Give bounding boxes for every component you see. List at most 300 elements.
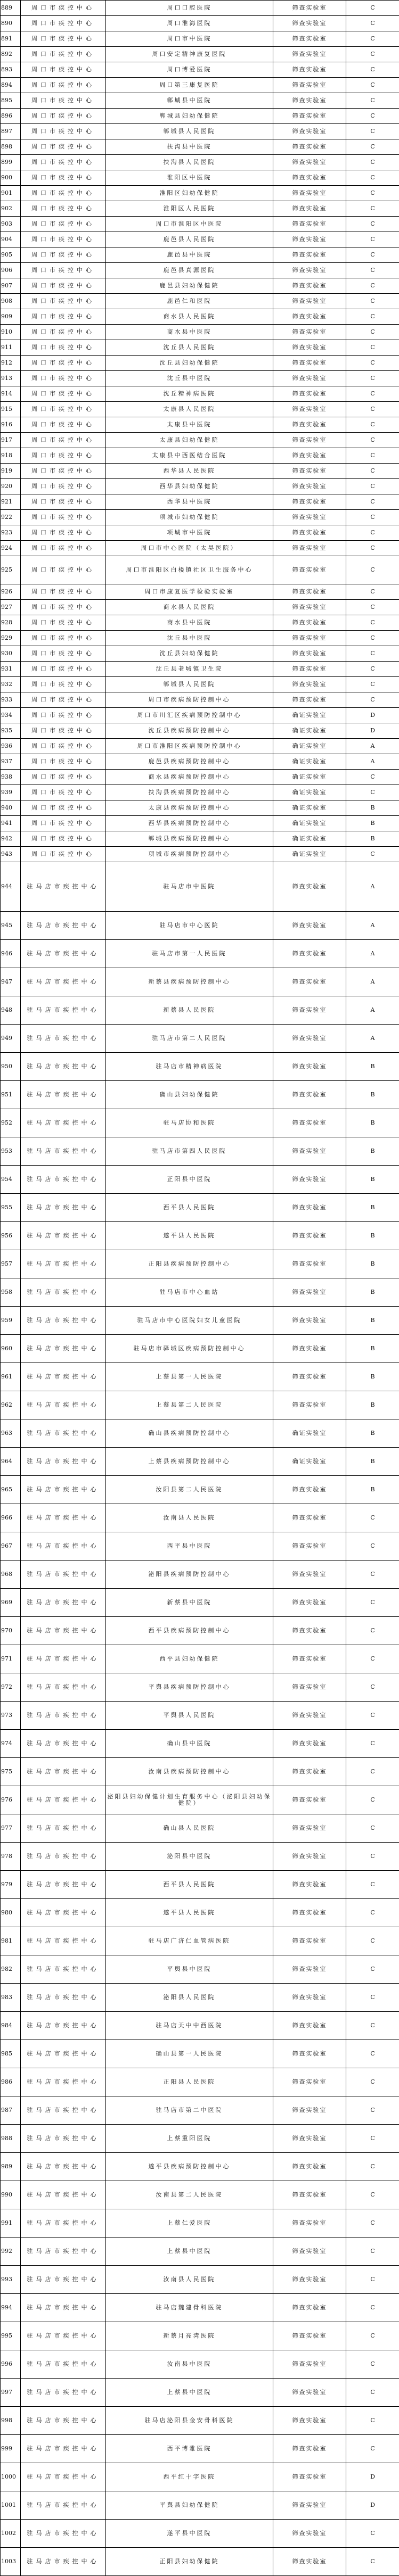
table-row xyxy=(1,2435,399,2463)
row-number-cell: 988 xyxy=(1,2125,21,2153)
lab-type-cell: 筛查实验室 xyxy=(273,584,346,600)
table-row xyxy=(1,1504,399,1532)
unit-name-cell: 汝南县中医院 xyxy=(106,2350,273,2379)
grade-cell: C xyxy=(346,2153,399,2181)
lab-type-cell: 筛查实验室 xyxy=(273,525,346,541)
row-number-cell: 985 xyxy=(1,2040,21,2068)
unit-name-cell: 淮阳区中医院 xyxy=(106,170,273,186)
lab-type-cell: 筛查实验室 xyxy=(273,78,346,93)
district-cell: 驻马店市疾控中心 xyxy=(21,1532,106,1561)
table-row xyxy=(1,371,399,386)
row-number-cell: 977 xyxy=(1,1814,21,1843)
district-cell: 驻马店市疾控中心 xyxy=(21,1843,106,1871)
lab-type-cell: 筛查实验室 xyxy=(273,2153,346,2181)
district-cell: 周口市疾控中心 xyxy=(21,847,106,862)
table-row xyxy=(1,1335,399,1363)
grade-cell: C xyxy=(346,1758,399,1786)
unit-name-cell: 郸城县妇幼保健院 xyxy=(106,109,273,124)
row-number-cell: 910 xyxy=(1,325,21,340)
row-number-cell: 993 xyxy=(1,2266,21,2294)
table-row xyxy=(1,1955,399,1984)
district-cell: 驻马店市疾控中心 xyxy=(21,2379,106,2407)
unit-name-cell: 上蔡仁爱医院 xyxy=(106,2209,273,2238)
unit-name-cell: 驻马店市驿城区疾病预防控制中心 xyxy=(106,1335,273,1363)
grade-cell: B xyxy=(346,1307,399,1335)
table-row xyxy=(1,754,399,770)
unit-name-cell: 扶沟县人民医院 xyxy=(106,155,273,170)
district-cell: 周口市疾控中心 xyxy=(21,124,106,139)
table-row xyxy=(1,1589,399,1617)
unit-name-cell: 西华县疾病预防控制中心 xyxy=(106,816,273,831)
district-cell: 驻马店市疾控中心 xyxy=(21,2350,106,2379)
row-number-cell: 946 xyxy=(1,940,21,968)
lab-type-cell: 筛查实验室 xyxy=(273,464,346,479)
district-cell: 周口市疾控中心 xyxy=(21,510,106,525)
district-cell: 驻马店市疾控中心 xyxy=(21,1250,106,1278)
grade-cell: C xyxy=(346,847,399,862)
lab-type-cell: 筛查实验室 xyxy=(273,294,346,309)
unit-name-cell: 周口市淮阳区白楼镇社区卫生服务中心 xyxy=(106,556,273,584)
lab-type-cell: 筛查实验室 xyxy=(273,386,346,402)
grade-cell: B xyxy=(346,1335,399,1363)
row-number-cell: 953 xyxy=(1,1137,21,1166)
lab-type-cell: 筛查实验室 xyxy=(273,62,346,78)
row-number-cell: 940 xyxy=(1,800,21,816)
unit-name-cell: 西华县妇幼保健院 xyxy=(106,479,273,494)
unit-name-cell: 淮阳区人民医院 xyxy=(106,201,273,217)
row-number-cell: 974 xyxy=(1,1730,21,1758)
row-number-cell: 943 xyxy=(1,847,21,862)
unit-name-cell: 驻马店协和医院 xyxy=(106,1109,273,1137)
table-row xyxy=(1,996,399,1025)
lab-type-cell: 筛查实验室 xyxy=(273,232,346,247)
row-number-cell: 899 xyxy=(1,155,21,170)
grade-cell: B xyxy=(346,1250,399,1278)
grade-cell: C xyxy=(346,494,399,510)
grade-cell: B xyxy=(346,1363,399,1391)
lab-type-cell: 筛查实验室 xyxy=(273,2040,346,2068)
grade-cell: A xyxy=(346,1025,399,1053)
district-cell: 周口市疾控中心 xyxy=(21,402,106,417)
lab-type-cell: 筛查实验室 xyxy=(273,2322,346,2350)
row-number-cell: 935 xyxy=(1,723,21,739)
lab-type-cell: 筛查实验室 xyxy=(273,541,346,556)
district-cell: 周口市疾控中心 xyxy=(21,170,106,186)
lab-type-cell: 筛查实验室 xyxy=(273,2238,346,2266)
lab-type-cell: 筛查实验室 xyxy=(273,433,346,448)
grade-cell: C xyxy=(346,371,399,386)
grade-cell: C xyxy=(346,16,399,31)
row-number-cell: 942 xyxy=(1,831,21,847)
row-number-cell: 956 xyxy=(1,1222,21,1250)
row-number-cell: 944 xyxy=(1,862,21,912)
row-number-cell: 994 xyxy=(1,2294,21,2322)
unit-name-cell: 周口市疾病预防控制中心 xyxy=(106,692,273,708)
grade-cell: C xyxy=(346,124,399,139)
row-number-cell: 938 xyxy=(1,770,21,785)
table-row xyxy=(1,615,399,631)
row-number-cell: 906 xyxy=(1,263,21,278)
grade-cell: C xyxy=(346,615,399,631)
unit-name-cell: 淮阳区妇幼保健院 xyxy=(106,186,273,201)
lab-type-cell: 筛查实验室 xyxy=(273,1984,346,2012)
grade-cell: C xyxy=(346,785,399,800)
district-cell: 驻马店市疾控中心 xyxy=(21,2407,106,2435)
grade-cell: C xyxy=(346,47,399,62)
grade-cell: C xyxy=(346,1814,399,1843)
unit-name-cell: 上蔡重阳医院 xyxy=(106,2125,273,2153)
unit-name-cell: 周口市康复医学检验实验室 xyxy=(106,584,273,600)
grade-cell: C xyxy=(346,600,399,615)
row-number-cell: 915 xyxy=(1,402,21,417)
unit-name-cell: 泌阳县疾病预防控制中心 xyxy=(106,1561,273,1589)
district-cell: 驻马店市疾控中心 xyxy=(21,1899,106,1927)
lab-type-cell: 确证实验室 xyxy=(273,723,346,739)
grade-cell: B xyxy=(346,1194,399,1222)
row-number-cell: 966 xyxy=(1,1504,21,1532)
table-row xyxy=(1,448,399,464)
grade-cell: C xyxy=(346,294,399,309)
district-cell: 周口市疾控中心 xyxy=(21,600,106,615)
row-number-cell: 930 xyxy=(1,646,21,662)
table-row xyxy=(1,912,399,940)
unit-name-cell: 沈丘县老城镇卫生院 xyxy=(106,662,273,677)
unit-name-cell: 驻马店市第二中医院 xyxy=(106,2096,273,2125)
unit-name-cell: 鹿邑县真源医院 xyxy=(106,263,273,278)
grade-cell: C xyxy=(346,2294,399,2322)
district-cell: 周口市疾控中心 xyxy=(21,139,106,155)
grade-cell: B xyxy=(346,1222,399,1250)
table-row xyxy=(1,1391,399,1419)
lab-type-cell: 筛查实验室 xyxy=(273,1786,346,1814)
table-row xyxy=(1,1786,399,1814)
grade-cell: C xyxy=(346,186,399,201)
row-number-cell: 925 xyxy=(1,556,21,584)
unit-name-cell: 周口口腔医院 xyxy=(106,1,273,16)
table-row xyxy=(1,708,399,723)
grade-cell: C xyxy=(346,2520,399,2548)
district-cell: 周口市疾控中心 xyxy=(21,708,106,723)
row-number-cell: 1003 xyxy=(1,2548,21,2576)
table-row xyxy=(1,417,399,433)
district-cell: 驻马店市疾控中心 xyxy=(21,1617,106,1645)
table-row xyxy=(1,2125,399,2153)
unit-name-cell: 扶沟县疾病预防控制中心 xyxy=(106,785,273,800)
lab-type-cell: 筛查实验室 xyxy=(273,2350,346,2379)
unit-name-cell: 沈丘县疾病预防控制中心 xyxy=(106,723,273,739)
row-number-cell: 937 xyxy=(1,754,21,770)
district-cell: 驻马店市疾控中心 xyxy=(21,1081,106,1109)
table-row xyxy=(1,433,399,448)
table-row xyxy=(1,386,399,402)
district-cell: 驻马店市疾控中心 xyxy=(21,1307,106,1335)
district-cell: 周口市疾控中心 xyxy=(21,584,106,600)
row-number-cell: 904 xyxy=(1,232,21,247)
row-number-cell: 995 xyxy=(1,2322,21,2350)
lab-type-cell: 筛查实验室 xyxy=(273,1476,346,1504)
lab-type-cell: 筛查实验室 xyxy=(273,1532,346,1561)
district-cell: 周口市疾控中心 xyxy=(21,754,106,770)
table-row xyxy=(1,31,399,47)
grade-cell: C xyxy=(346,2068,399,2096)
district-cell: 驻马店市疾控中心 xyxy=(21,1137,106,1166)
grade-cell: C xyxy=(346,1730,399,1758)
grade-cell: B xyxy=(346,1109,399,1137)
district-cell: 周口市疾控中心 xyxy=(21,800,106,816)
unit-name-cell: 确山县疾病预防控制中心 xyxy=(106,1419,273,1448)
district-cell: 驻马店市疾控中心 xyxy=(21,1561,106,1589)
table-row xyxy=(1,1166,399,1194)
unit-name-cell: 太康县人民医院 xyxy=(106,402,273,417)
table-row xyxy=(1,2379,399,2407)
table-row xyxy=(1,2548,399,2576)
row-number-cell: 894 xyxy=(1,78,21,93)
lab-type-cell: 筛查实验室 xyxy=(273,2407,346,2435)
grade-cell: C xyxy=(346,770,399,785)
row-number-cell: 913 xyxy=(1,371,21,386)
grade-cell: C xyxy=(346,1871,399,1899)
grade-cell: B xyxy=(346,800,399,816)
row-number-cell: 917 xyxy=(1,433,21,448)
district-cell: 驻马店市疾控中心 xyxy=(21,996,106,1025)
table-row xyxy=(1,2209,399,2238)
grade-cell: C xyxy=(346,677,399,692)
table-row xyxy=(1,1109,399,1137)
district-cell: 驻马店市疾控中心 xyxy=(21,1194,106,1222)
lab-type-cell: 确证实验室 xyxy=(273,847,346,862)
table-row xyxy=(1,1222,399,1250)
district-cell: 周口市疾控中心 xyxy=(21,62,106,78)
lab-type-cell: 筛查实验室 xyxy=(273,646,346,662)
district-cell: 周口市疾控中心 xyxy=(21,615,106,631)
row-number-cell: 950 xyxy=(1,1053,21,1081)
lab-type-cell: 筛查实验室 xyxy=(273,1589,346,1617)
row-number-cell: 912 xyxy=(1,356,21,371)
table-row xyxy=(1,1984,399,2012)
row-number-cell: 908 xyxy=(1,294,21,309)
district-cell: 周口市疾控中心 xyxy=(21,78,106,93)
table-row xyxy=(1,1899,399,1927)
table-row xyxy=(1,785,399,800)
lab-type-cell: 筛查实验室 xyxy=(273,2209,346,2238)
lab-type-cell: 筛查实验室 xyxy=(273,155,346,170)
lab-type-cell: 筛查实验室 xyxy=(273,1561,346,1589)
district-cell: 周口市疾控中心 xyxy=(21,448,106,464)
district-cell: 驻马店市疾控中心 xyxy=(21,1814,106,1843)
grade-cell: B xyxy=(346,1391,399,1419)
unit-name-cell: 汝南县人民医院 xyxy=(106,1504,273,1532)
district-cell: 驻马店市疾控中心 xyxy=(21,940,106,968)
grade-cell: C xyxy=(346,217,399,232)
unit-name-cell: 周口安定精神康复医院 xyxy=(106,47,273,62)
district-cell: 周口市疾控中心 xyxy=(21,464,106,479)
row-number-cell: 957 xyxy=(1,1250,21,1278)
table-row xyxy=(1,309,399,325)
table-row xyxy=(1,62,399,78)
table-row xyxy=(1,847,399,862)
district-cell: 周口市疾控中心 xyxy=(21,541,106,556)
unit-name-cell: 上蔡县疾病预防控制中心 xyxy=(106,1448,273,1476)
district-cell: 周口市疾控中心 xyxy=(21,16,106,31)
table-row xyxy=(1,2096,399,2125)
district-cell: 周口市疾控中心 xyxy=(21,692,106,708)
unit-name-cell: 鹿邑县中医院 xyxy=(106,247,273,263)
grade-cell: D xyxy=(346,2463,399,2491)
unit-name-cell: 新蔡县人民医院 xyxy=(106,996,273,1025)
lab-type-cell: 筛查实验室 xyxy=(273,278,346,294)
row-number-cell: 897 xyxy=(1,124,21,139)
table-row xyxy=(1,479,399,494)
row-number-cell: 952 xyxy=(1,1109,21,1137)
lab-type-cell: 确证实验室 xyxy=(273,800,346,816)
lab-type-cell: 筛查实验室 xyxy=(273,31,346,47)
lab-type-cell: 筛查实验室 xyxy=(273,1250,346,1278)
unit-name-cell: 周口市中医院 xyxy=(106,31,273,47)
unit-name-cell: 驻马店市第一人民医院 xyxy=(106,940,273,968)
district-cell: 驻马店市疾控中心 xyxy=(21,1589,106,1617)
table-row xyxy=(1,464,399,479)
unit-name-cell: 确山县人民医院 xyxy=(106,1814,273,1843)
row-number-cell: 924 xyxy=(1,541,21,556)
district-cell: 驻马店市疾控中心 xyxy=(21,1730,106,1758)
lab-type-cell: 筛查实验室 xyxy=(273,968,346,996)
table-row xyxy=(1,16,399,31)
unit-name-cell: 西平县中医院 xyxy=(106,1532,273,1561)
table-row xyxy=(1,2266,399,2294)
lab-type-cell: 筛查实验室 xyxy=(273,325,346,340)
lab-type-cell: 筛查实验室 xyxy=(273,2096,346,2125)
table-row xyxy=(1,525,399,541)
row-number-cell: 941 xyxy=(1,816,21,831)
grade-cell: C xyxy=(346,402,399,417)
lab-type-cell: 确证实验室 xyxy=(273,739,346,754)
lab-type-cell: 筛查实验室 xyxy=(273,1222,346,1250)
grade-cell: C xyxy=(346,325,399,340)
unit-name-cell: 沈丘县妇幼保健院 xyxy=(106,646,273,662)
lab-type-cell: 筛查实验室 xyxy=(273,862,346,912)
district-cell: 周口市疾控中心 xyxy=(21,770,106,785)
table-row xyxy=(1,862,399,912)
district-cell: 驻马店市疾控中心 xyxy=(21,1166,106,1194)
unit-name-cell: 遂平县人民医院 xyxy=(106,1222,273,1250)
row-number-cell: 972 xyxy=(1,1673,21,1702)
table-row xyxy=(1,93,399,109)
row-number-cell: 987 xyxy=(1,2096,21,2125)
grade-cell: C xyxy=(346,2350,399,2379)
district-cell: 驻马店市疾控中心 xyxy=(21,1278,106,1307)
grade-cell: C xyxy=(346,2435,399,2463)
row-number-cell: 914 xyxy=(1,386,21,402)
grade-cell: C xyxy=(346,541,399,556)
row-number-cell: 984 xyxy=(1,2012,21,2040)
table-row xyxy=(1,124,399,139)
row-number-cell: 958 xyxy=(1,1278,21,1307)
table-row xyxy=(1,1758,399,1786)
row-number-cell: 939 xyxy=(1,785,21,800)
table-row xyxy=(1,1250,399,1278)
table-row xyxy=(1,1,399,16)
grade-cell: C xyxy=(346,2266,399,2294)
row-number-cell: 922 xyxy=(1,510,21,525)
lab-type-cell: 筛查实验室 xyxy=(273,1335,346,1363)
lab-type-cell: 筛查实验室 xyxy=(273,1391,346,1419)
lab-type-cell: 筛查实验室 xyxy=(273,631,346,646)
table-row xyxy=(1,1419,399,1448)
district-cell: 周口市疾控中心 xyxy=(21,371,106,386)
unit-name-cell: 驻马店市中心医院妇女儿童医院 xyxy=(106,1307,273,1335)
lab-type-cell: 筛查实验室 xyxy=(273,2012,346,2040)
table-row xyxy=(1,816,399,831)
unit-name-cell: 驻马店市中心医院 xyxy=(106,912,273,940)
unit-name-cell: 上蔡县中医院 xyxy=(106,2379,273,2407)
unit-name-cell: 驻马店市第二人民医院 xyxy=(106,1025,273,1053)
row-number-cell: 964 xyxy=(1,1448,21,1476)
grade-cell: C xyxy=(346,2407,399,2435)
district-cell: 周口市疾控中心 xyxy=(21,201,106,217)
lab-type-cell: 筛查实验室 xyxy=(273,1758,346,1786)
grade-cell: C xyxy=(346,448,399,464)
district-cell: 驻马店市疾控中心 xyxy=(21,1984,106,2012)
unit-name-cell: 扶沟县中医院 xyxy=(106,139,273,155)
table-row xyxy=(1,1814,399,1843)
unit-name-cell: 鹿邑县疾病预防控制中心 xyxy=(106,754,273,770)
lab-type-cell: 筛查实验室 xyxy=(273,1137,346,1166)
grade-cell: C xyxy=(346,2548,399,2576)
unit-name-cell: 汝南县人民医院 xyxy=(106,2266,273,2294)
lab-type-cell: 筛查实验室 xyxy=(273,1617,346,1645)
lab-type-cell: 筛查实验室 xyxy=(273,247,346,263)
table-row xyxy=(1,1561,399,1589)
lab-type-cell: 筛查实验室 xyxy=(273,600,346,615)
table-row xyxy=(1,723,399,739)
district-cell: 周口市疾控中心 xyxy=(21,831,106,847)
table-row xyxy=(1,2040,399,2068)
row-number-cell: 996 xyxy=(1,2350,21,2379)
lab-type-cell: 筛查实验室 xyxy=(273,1166,346,1194)
unit-name-cell: 郸城县人民医院 xyxy=(106,677,273,692)
lab-type-cell: 筛查实验室 xyxy=(273,2379,346,2407)
unit-name-cell: 汝南县第二人民医院 xyxy=(106,2181,273,2209)
row-number-cell: 903 xyxy=(1,217,21,232)
unit-name-cell: 驻马店广济仁血管病医院 xyxy=(106,1927,273,1955)
lab-type-cell: 筛查实验室 xyxy=(273,47,346,62)
lab-type-cell: 筛查实验室 xyxy=(273,2181,346,2209)
district-cell: 周口市疾控中心 xyxy=(21,186,106,201)
unit-name-cell: 项城市疾病预防控制中心 xyxy=(106,847,273,862)
district-cell: 周口市疾控中心 xyxy=(21,723,106,739)
table-row xyxy=(1,78,399,93)
table-body xyxy=(1,1,399,2576)
table-row xyxy=(1,494,399,510)
district-cell: 驻马店市疾控中心 xyxy=(21,2294,106,2322)
row-number-cell: 909 xyxy=(1,309,21,325)
table-row xyxy=(1,1730,399,1758)
grade-cell: C xyxy=(346,1673,399,1702)
row-number-cell: 997 xyxy=(1,2379,21,2407)
row-number-cell: 986 xyxy=(1,2068,21,2096)
district-cell: 周口市疾控中心 xyxy=(21,356,106,371)
lab-type-cell: 筛查实验室 xyxy=(273,170,346,186)
lab-type-cell: 筛查实验室 xyxy=(273,692,346,708)
table-row xyxy=(1,940,399,968)
row-number-cell: 931 xyxy=(1,662,21,677)
table-row xyxy=(1,2153,399,2181)
lab-type-cell: 筛查实验室 xyxy=(273,1307,346,1335)
unit-name-cell: 周口博爱医院 xyxy=(106,62,273,78)
grade-cell: C xyxy=(346,464,399,479)
row-number-cell: 970 xyxy=(1,1617,21,1645)
lab-type-cell: 筛查实验室 xyxy=(273,1927,346,1955)
